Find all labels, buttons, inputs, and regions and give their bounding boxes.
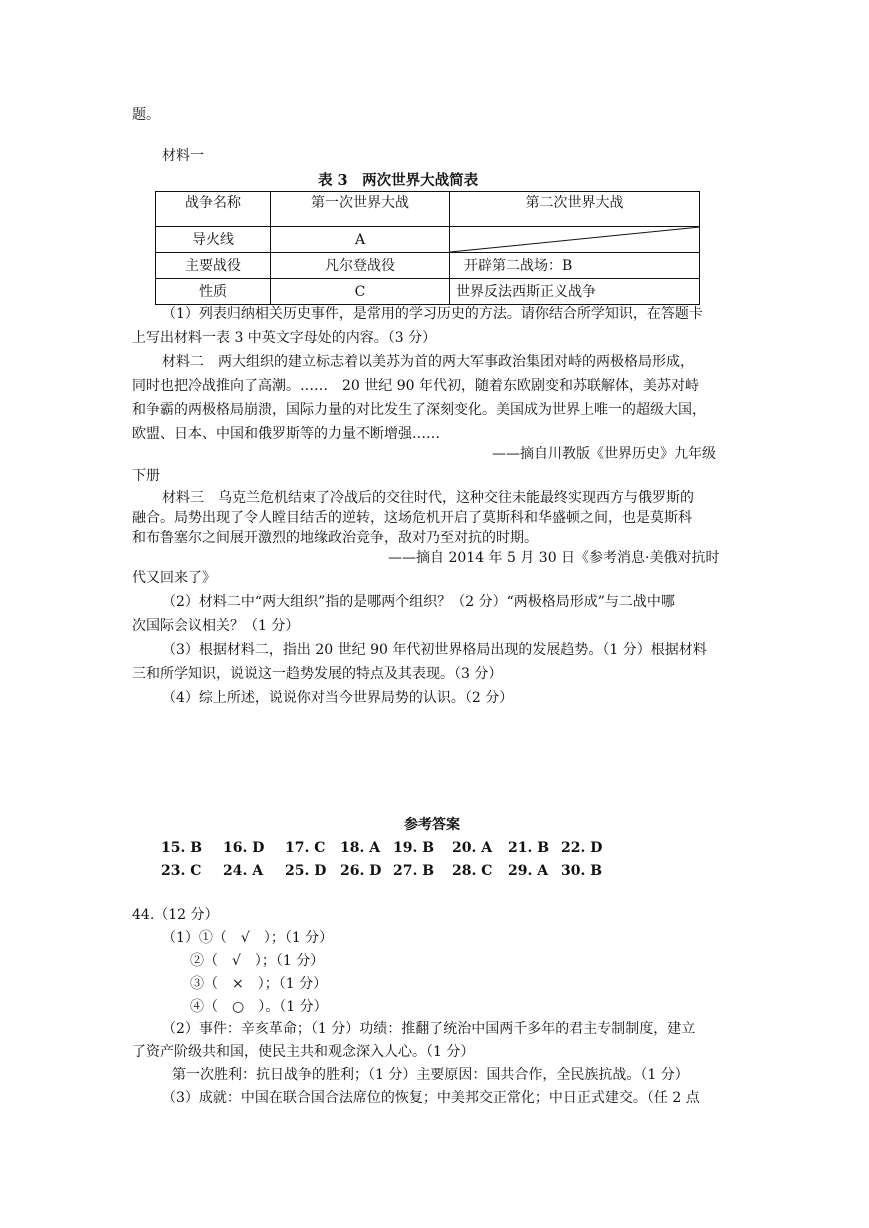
table-cell-diagonal <box>450 227 700 253</box>
answer-item: 17. C <box>285 840 326 856</box>
answer-item: 18. A <box>340 840 381 856</box>
table-cell: 性质 <box>156 279 271 305</box>
material-text: 和布鲁塞尔之间展开激烈的地缘政治竞争，敌对乃至对抗的时期。 <box>132 530 538 546</box>
question-text: （4）综上所述，说说你对当今世界局势的认识。（2 分） <box>162 690 514 706</box>
answer-item: 24. A <box>223 863 264 879</box>
answer-item: 21. B <box>508 840 550 856</box>
war-table <box>155 191 700 305</box>
answer-item: 28. C <box>452 863 493 879</box>
material-text: 欧盟、日本、中国和俄罗斯等的力量不断增强…… <box>132 426 440 442</box>
text-line: 题。 <box>132 107 160 123</box>
table-cell: 导火线 <box>156 227 271 253</box>
answer-text: ②（ √ ）；（1 分） <box>190 953 325 969</box>
answer-item: 23. C <box>161 863 202 879</box>
table-row <box>156 279 700 305</box>
answer-item: 19. B <box>393 840 435 856</box>
material-text: 同时也把冷战推向了高潮。…… 20 世纪 90 年代初，随着东欧剧变和苏联解体，美苏对峙 <box>132 378 699 394</box>
answer-item: 20. A <box>452 840 493 856</box>
table-row <box>156 253 700 279</box>
table-cell: A <box>271 227 450 253</box>
table-header-cell: 第一次世界大战 <box>271 192 450 227</box>
table-header-row <box>156 192 700 227</box>
answer-item: 25. D <box>285 863 327 879</box>
answer-text: （3）成就：中国在联合国合法席位的恢复；中美邦交正常化；中日正式建交。（任 2 点 <box>162 1090 700 1106</box>
source-citation: 代又回来了》 <box>132 570 216 586</box>
source-citation: ——摘自 2014 年 5 月 30 日《参考消息·美俄对抗时 <box>388 550 720 566</box>
table-caption: 表 3 两次世界大战简表 <box>318 172 479 189</box>
material-text: 和争霸的两极格局崩溃，国际力量的对比发生了深刻变化。美国成为世界上唯一的超级大国， <box>132 402 706 418</box>
answers-title: 参考答案 <box>404 817 460 833</box>
table-cell: 世界反法西斯正义战争 <box>450 279 700 305</box>
answer-item: 29. A <box>508 863 549 879</box>
material-text: 融合。局势出现了令人瞠目结舌的逆转，这场危机开启了莫斯科和华盛顿之间，也是莫斯科 <box>132 510 692 526</box>
table-row <box>156 227 700 253</box>
question-text: 次国际会议相关？（1 分） <box>132 618 300 634</box>
question-text: 上写出材料一表 3 中英文字母处的内容。（3 分） <box>132 330 437 346</box>
answer-text: 了资产阶级共和国，使民主共和观念深入人心。（1 分） <box>132 1044 475 1060</box>
answer-item: 26. D <box>340 863 382 879</box>
table-header-cell: 第二次世界大战 <box>450 192 700 227</box>
answer-heading: 44.（12 分） <box>132 907 219 923</box>
material-text: 材料二 两大组织的建立标志着以美苏为首的两大军事政治集团对峙的两极格局形成， <box>162 354 694 370</box>
answer-item: 27. B <box>393 863 435 879</box>
answer-item: 15. B <box>161 840 203 856</box>
material-label: 材料一 <box>162 148 204 164</box>
answer-text: ③（ × ）；（1 分） <box>190 976 328 992</box>
source-citation: 下册 <box>132 468 160 484</box>
question-text: （1）列表归纳相关历史事件，是常用的学习历史的方法。请你结合所学知识，在答题卡 <box>162 306 703 322</box>
question-text: （3）根据材料二，指出 20 世纪 90 年代初世界格局出现的发展趋势。（1 分）根据材料 <box>162 642 707 658</box>
table-header-cell: 战争名称 <box>156 192 271 227</box>
answer-text: 第一次胜利：抗日战争的胜利；（1 分）主要原因：国共合作，全民族抗战。（1 分） <box>172 1067 689 1083</box>
question-text: （2）材料二中“两大组织”指的是哪两个组织？（2 分）“两极格局形成”与二战中哪 <box>162 594 675 610</box>
answer-text: （2）事件：辛亥革命；（1 分）功绩：推翻了统治中国两千多年的君主专制制度，建立 <box>162 1021 696 1037</box>
source-citation: ——摘自川教版《世界历史》九年级 <box>492 446 716 462</box>
answer-text: （1）①（ √ ）；（1 分） <box>162 930 334 946</box>
table-cell: 主要战役 <box>156 253 271 279</box>
diagonal-line <box>450 227 700 253</box>
question-text: 三和所学知识，说说这一趋势发展的特点及其表现。（3 分） <box>132 666 503 682</box>
table-cell: C <box>271 279 450 305</box>
answer-text: ④（ ○ ）。（1 分） <box>190 999 328 1015</box>
table-cell: 开辟第二战场：B <box>450 253 700 279</box>
answer-item: 16. D <box>223 840 265 856</box>
table-cell: 凡尔登战役 <box>271 253 450 279</box>
answer-item: 30. B <box>561 863 603 879</box>
material-text: 材料三 乌克兰危机结束了冷战后的交往时代，这种交往未能最终实现西方与俄罗斯的 <box>162 490 694 506</box>
answer-item: 22. D <box>561 840 603 856</box>
